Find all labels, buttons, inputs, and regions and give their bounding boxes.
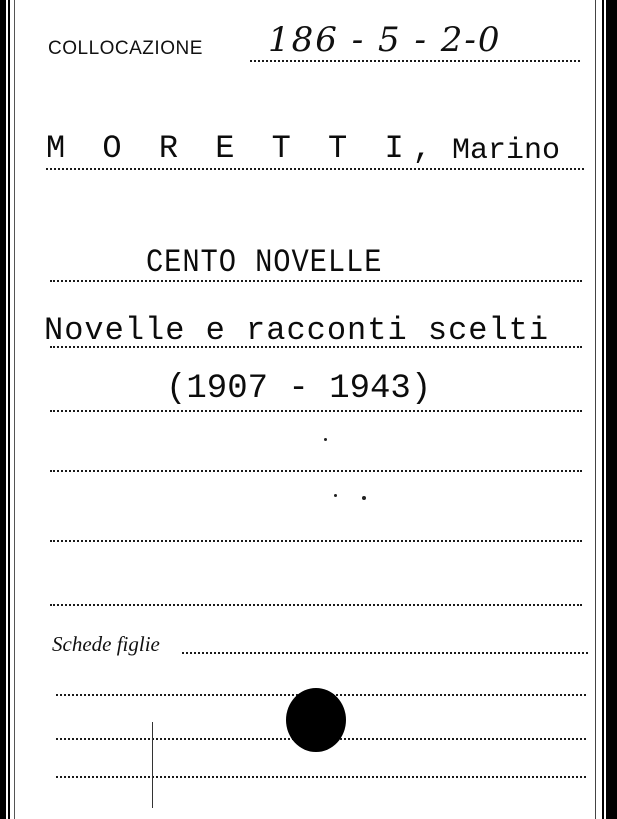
ink-speck	[334, 494, 337, 497]
card-right-border	[602, 0, 604, 819]
schede-figlie-label: Schede figlie	[52, 632, 160, 656]
book-dates: (1907 - 1943)	[166, 370, 432, 408]
subtitle-line	[50, 346, 582, 348]
ink-speck	[362, 496, 366, 500]
author-surname: M O R E T T I,	[46, 130, 441, 167]
blank-line-1	[50, 470, 582, 472]
book-subtitle: Novelle e racconti scelti	[44, 312, 550, 349]
title-line	[50, 280, 582, 282]
lower-line-3	[56, 776, 586, 778]
blank-line-2	[50, 540, 582, 542]
card-right-inner-border	[595, 0, 596, 819]
author-name: Marino	[452, 134, 561, 168]
collocazione-value: 186 - 5 - 2-0	[268, 20, 502, 60]
card-left-inner-border	[14, 0, 15, 819]
collocazione-label: COLLOCAZIONE	[48, 38, 203, 59]
collocazione-line	[250, 60, 580, 62]
dates-line	[50, 410, 582, 412]
punch-hole	[286, 688, 346, 752]
catalog-card	[6, 0, 606, 819]
author-line	[46, 168, 584, 170]
blank-line-3	[50, 604, 582, 606]
card-left-border	[8, 0, 10, 819]
vertical-mark	[152, 722, 153, 808]
schede-figlie-line	[182, 652, 588, 654]
ink-speck	[324, 438, 327, 441]
book-title: CENTO NOVELLE	[146, 244, 383, 281]
